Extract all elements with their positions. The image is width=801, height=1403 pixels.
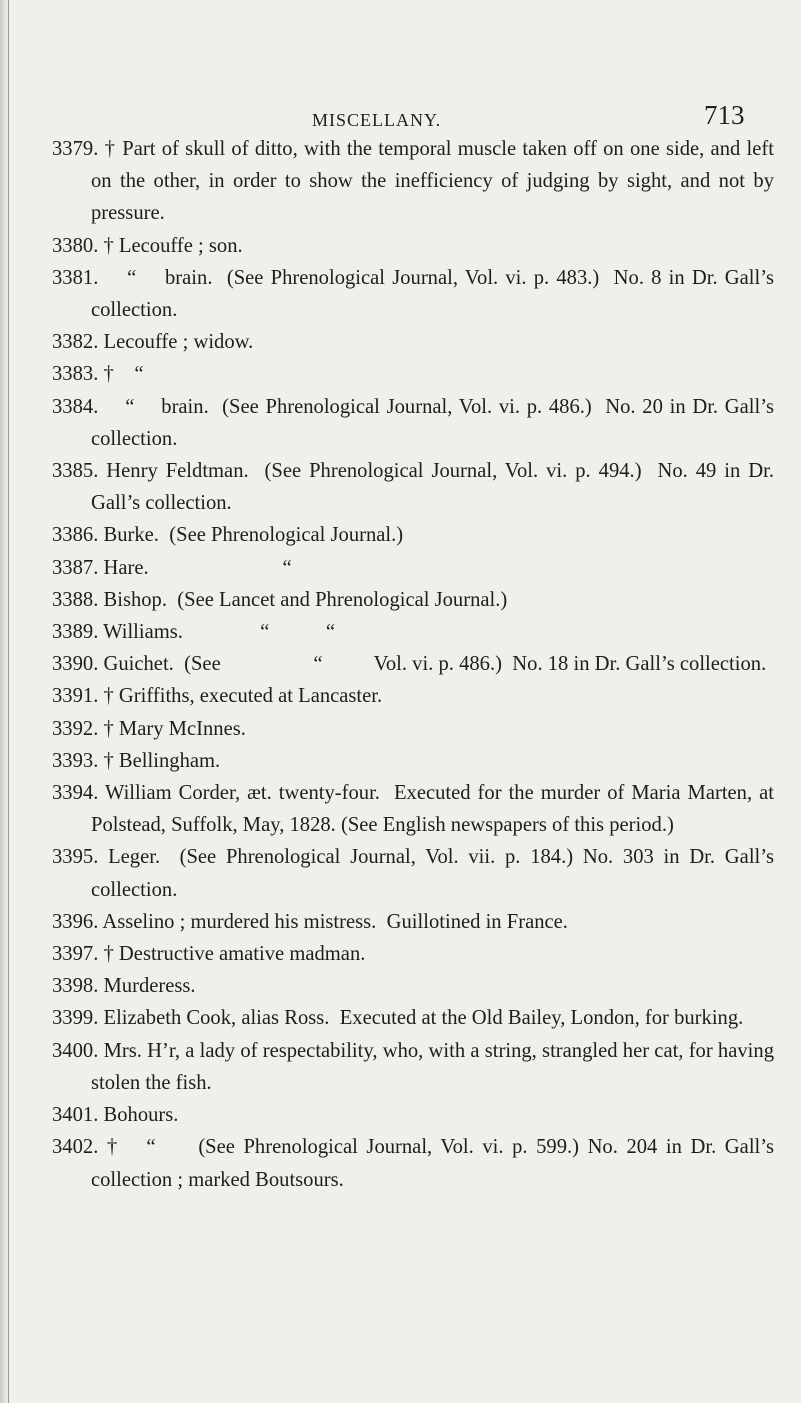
entry-3389: 3389. Williams. “ “ [52, 621, 336, 644]
binding-line [8, 0, 9, 1403]
entry-3399: 3399. Elizabeth Cook, alias Ross. Executed at the Old Bailey, London, for burking. [52, 1007, 744, 1030]
entry-3391: 3391. † Griffiths, executed at Lancaster. [52, 685, 383, 708]
entry-3382: 3382. Lecouffe ; widow. [52, 331, 254, 354]
entry-3380: 3380. † Lecouffe ; son. [52, 234, 243, 257]
entry-3379: 3379. † Part of skull of ditto, with the temporal muscle taken off on one side, and left on the other, in order to show the inefficiency of judging by sight, and not by pressure. [52, 138, 780, 225]
entry-3398: 3398. Murderess. [52, 975, 196, 998]
entry-3393: 3393. † Bellingham. [52, 749, 221, 772]
entry-3383: 3383. † “ [52, 363, 144, 386]
running-title: MISCELLANY. [312, 110, 442, 130]
entry-3384: 3384. “ brain. (See Phrenological Journal, Vol. vi. p. 486.) No. 20 in Dr. Gall’s collection. [52, 395, 780, 450]
entry-3396: 3396. Asselino ; murdered his mistress. Guillotined in France. [52, 910, 568, 933]
entry-3390: 3390. Guichet. (See “ Vol. vi. p. 486.) No. 18 in Dr. Gall’s collection. [52, 653, 767, 676]
entry-3386: 3386. Burke. (See Phrenological Journal.) [52, 524, 404, 547]
entry-3402: 3402. † “ (See Phrenological Journal, Vol. vi. p. 599.) No. 204 in Dr. Gall’s collection ; marked Boutsours. [52, 1136, 780, 1191]
entry-3388: 3388. Bishop. (See Lancet and Phrenological Journal.) [52, 588, 508, 611]
entry-3400: 3400. Mrs. H’r, a lady of respectability, who, with a string, strangled her cat, for having stolen the fish. [52, 1039, 780, 1094]
entry-3381: 3381. “ brain. (See Phrenological Journal, Vol. vi. p. 483.) No. 8 in Dr. Gall’s collection. [52, 266, 780, 322]
entry-3401: 3401. Bohours. [52, 1104, 179, 1127]
entry-3397: 3397. † Destructive amative madman. [52, 943, 366, 966]
entry-3392: 3392. † Mary McInnes. [52, 717, 246, 740]
page-number: 713 [704, 100, 745, 130]
entry-3385: 3385. Henry Feldtman. (See Phrenological Journal, Vol. vi. p. 494.) No. 49 in Dr. Gall’s collection. [52, 460, 780, 515]
entry-3395: 3395. Leger. (See Phrenological Journal, Vol. vii. p. 184.) No. 303 in Dr. Gall’s collection. [52, 846, 780, 901]
catalogue-entries [52, 133, 780, 1196]
entry-3394: 3394. William Corder, æt. twenty-four. Executed for the murder of Maria Marten, at Polstead, Suffolk, May, 1828. (See English newspapers of this period.) [52, 782, 780, 837]
entry-3387: 3387. Hare. “ [52, 556, 292, 579]
